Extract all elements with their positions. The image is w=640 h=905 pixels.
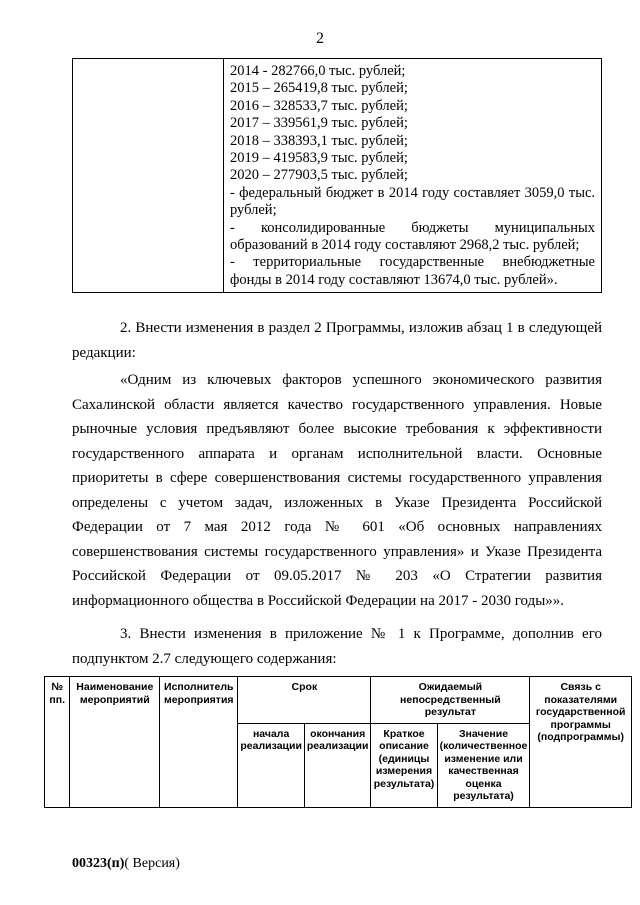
funding-table-label-cell	[73, 59, 224, 293]
funding-municipal: - консолидированные бюджеты муниципальных образований в 2014 году составляют 2968,2 тыс. рублей;	[230, 219, 595, 254]
col-term-header: Срок	[238, 677, 371, 724]
funding-year-line: 2019 – 419583,9 тыс. рублей;	[230, 150, 408, 167]
col-result-value-header: Значение (количественное изменение или качественная оценка результата)	[437, 723, 530, 807]
document-version: ( Версия)	[124, 856, 180, 871]
funding-year-line: 2017 – 339561,9 тыс. рублей;	[230, 115, 408, 132]
col-number-header: № пп.	[45, 677, 70, 808]
col-term-start-header: начала реализации	[238, 723, 305, 807]
page-number: 2	[316, 30, 324, 47]
funding-table-content-cell	[224, 59, 602, 293]
col-term-end-header: окончания реализации	[304, 723, 371, 807]
funding-year-line: 2020 – 277903,5 тыс. рублей;	[230, 167, 408, 184]
footer	[72, 856, 180, 872]
paragraph-item-3: 3. Внести изменения в приложение № 1 к Программе, дополнив его подпунктом 2.7 следующего содержания:	[72, 626, 602, 667]
col-link-header: Связь с показателями государственной программы (подпрограммы)	[530, 677, 632, 808]
measures-table-header	[44, 676, 632, 808]
quoted-paragraph: «Одним из ключевых факторов успешного экономического развития Сахалинской области является качество государственного управления. Новые рыночные условия предъявляют более высокие требования к эффективности государственного аппарата и органам исполнительной власти. Основные приоритеты в сфере совершенствования системы государственного управления определены с учетом задач, изложенных в Указе Президента Российской Федерации от 7 мая 2012 года № 601 «Об основных направлениях совершенствования системы государственного управления» и Указе Президента Российской Федерации от 09.05.2017 № 203 «О Стратегии развития информационного общества в Российской Федерации на 2017 - 2030 годы»».	[72, 372, 602, 609]
funding-year-line: 2014 - 282766,0 тыс. рублей;	[230, 63, 406, 79]
funding-year-line: 2015 – 265419,8 тыс. рублей;	[230, 80, 408, 97]
funding-federal: - федеральный бюджет в 2014 году составляет 3059,0 тыс. рублей;	[230, 184, 595, 219]
col-result-desc-header: Краткое описание (единицы измерения результата)	[371, 723, 437, 807]
funding-year-line: 2018 – 338393,1 тыс. рублей;	[230, 132, 408, 149]
col-name-header: Наименование мероприятий	[70, 677, 160, 808]
funding-table	[72, 58, 602, 293]
col-result-header: Ожидаемый непосредственный результат	[371, 677, 530, 724]
document-code: 00323(п)	[72, 856, 125, 871]
col-executor-header: Исполнитель мероприятия	[160, 677, 238, 808]
paragraph-item-2: 2. Внести изменения в раздел 2 Программы, изложив абзац 1 в следующей редакции:	[72, 320, 602, 361]
funding-extrabudget: - территориальные государственные внебюджетные фонды в 2014 году составляют 13674,0 тыс. рублей».	[230, 254, 595, 288]
funding-year-line: 2016 – 328533,7 тыс. рублей;	[230, 97, 408, 114]
